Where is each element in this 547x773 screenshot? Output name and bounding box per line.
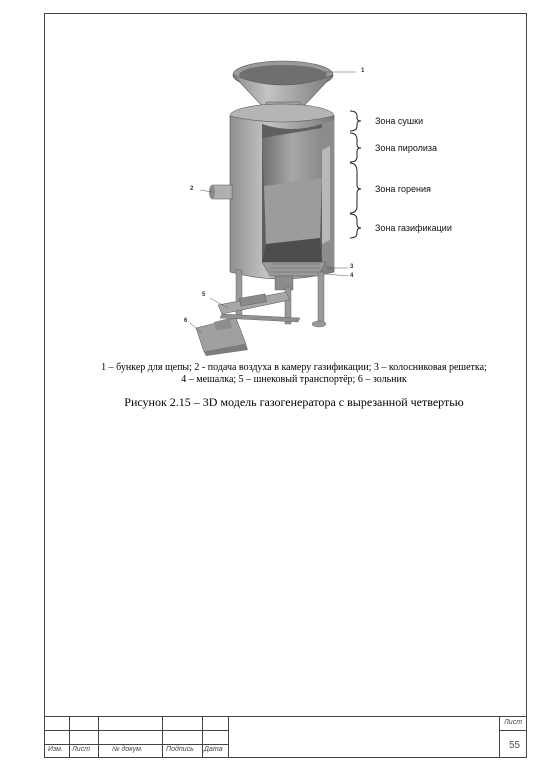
sheet-label: Лист — [504, 719, 523, 726]
label-1: 1 — [361, 68, 365, 74]
reactor-body — [209, 104, 334, 279]
label-3: 3 — [350, 264, 354, 270]
zone-gasification: Зона газификации — [375, 223, 452, 233]
zone-combustion: Зона горения — [375, 184, 431, 194]
ash-box — [196, 318, 248, 356]
label-5: 5 — [202, 292, 206, 298]
col-date: Дата — [204, 746, 223, 753]
zone-drying: Зона сушки — [375, 116, 424, 126]
sheet-number: 55 — [509, 740, 521, 751]
col-izm: Изм. — [48, 746, 63, 753]
col-signature: Подпись — [166, 746, 194, 753]
zone-braces — [350, 111, 361, 238]
grate — [262, 262, 326, 290]
label-2: 2 — [190, 186, 194, 192]
label-6: 6 — [184, 318, 188, 324]
caption-line-2: 4 – мешалка; 5 – шнековый транспортёр; 6 – зольник — [181, 374, 407, 385]
col-doc-number: № докум. — [112, 746, 143, 753]
label-4: 4 — [350, 273, 354, 279]
title-block — [44, 716, 527, 758]
figure-title: Рисунок 2.15 – 3D модель газогенератора с вырезанной четвертью — [124, 395, 464, 409]
zone-pyrolysis: Зона пиролиза — [375, 143, 438, 153]
caption-line-1: 1 – бункер для щепы; 2 - подача воздуха в камеру газификации; 3 – колосниковая решетка; — [101, 362, 487, 373]
col-list: Лист — [72, 746, 91, 753]
